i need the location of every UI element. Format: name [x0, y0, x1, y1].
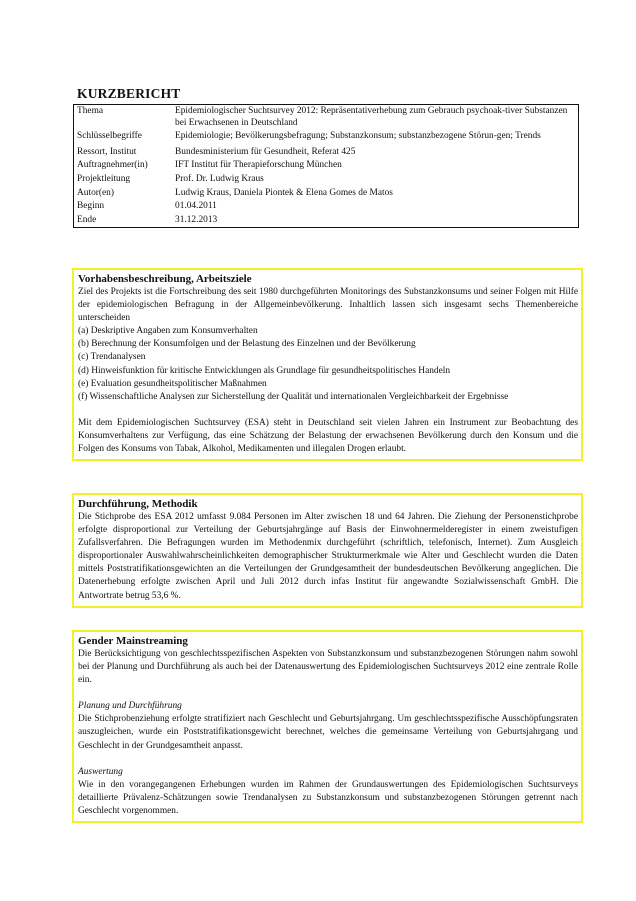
list-item: (e) Evaluation gesundheitspolitischer Maßnahmen [78, 378, 267, 389]
section-methodology [72, 493, 583, 608]
row-label: Schlüsselbegriffe [77, 131, 142, 142]
table-row [74, 105, 579, 131]
list-item: (d) Hinweisfunktion für kritische Entwicklungen als Grundlage für gesundheitspolitisches Handeln [78, 365, 451, 376]
section-body: Die Berücksichtigung von geschlechtsspezifischen Aspekten von Substanzkonsum und substanzbezogenen Störungen nahm sowohl bei der Planung und Durchführung als auch bei der Datenauswertung des Epidemiologischen Suchtsurveys 2012 eine zentrale Rolle ein. [78, 649, 578, 686]
section-body: Die Stichprobe des ESA 2012 umfasst 9.084 Personen im Alter zwischen 18 und 64 Jahren. Die Ziehung der Personenstichprobe erfolgte disproportional zur Verteilung der Geburtsjahrgänge auf Basis der Einwohnermelderegister in einem zweistufigen Zufallsverfahren. Die Befragungen wurden im Methodenmix durchgeführt (schriftlich, telefonisch, Internet). Zum Ausgleich disproportionaler Auswahlwahrscheinlichkeiten demographischer Strukturmerkmale wie Alter und Geschlecht wurden die Daten mittels Poststratifikationsgewichten an die Verteilungen der Grundgesamtheit der bundesdeutschen Bevölkerung angeglichen. Die Datenerhebung erfolgte zwischen April und Juli 2012 durch infas Institut für angewandte Sozialwissenschaft GmbH. Die Antwortrate betrug 53,6 %. [78, 512, 578, 601]
table-row [74, 214, 579, 228]
section-intro: Ziel des Projekts ist die Fortschreibung des seit 1980 durchgeführten Monitorings des Substanzkonsums und seiner Folgen mit Hilfe der epidemiologischen Befragung in der Allgemeinbevölkerung. Inhaltlich lassen sich insgesamt sechs Themenbereiche unterscheiden [78, 287, 578, 324]
section-closing: Mit dem Epidemiologischen Suchtsurvey (ESA) steht in Deutschland seit vielen Jahren ein Instrument zur Beobachtung des Konsumverhaltens zur Verfügung, das eine Schätzung der Belastung der erwachsenen Bevölkerung durch den Konsum und die Folgen des Konsums von Tabak, Alkohol, Medikamenten und illegalen Drogen erlaubt. [78, 417, 578, 455]
row-label: Autor(en) [77, 187, 114, 198]
row-value: 01.04.2011 [175, 201, 217, 212]
section-project-description [72, 268, 583, 461]
subsection-title-evaluation: Auswertung [78, 766, 123, 777]
row-value: Ludwig Kraus, Daniela Piontek & Elena Gomes de Matos [175, 187, 393, 198]
row-label: Ende [77, 214, 97, 225]
list-item: (f) Wissenschaftliche Analysen zur Sicherstellung der Qualität und internationalen Vergleichbarkeit der Ergebnisse [78, 391, 509, 402]
subsection-title-planning: Planung und Durchführung [78, 701, 182, 712]
table-row [74, 187, 579, 201]
table-row [74, 173, 579, 187]
row-label: Ressort, Institut [77, 146, 137, 157]
table-row [74, 144, 579, 160]
row-label: Thema [77, 106, 104, 116]
row-value: 31.12.2013 [175, 214, 218, 225]
table-row [74, 200, 579, 214]
section-title: Durchführung, Methodik [78, 498, 198, 510]
list-item: (c) Trendanalysen [78, 352, 146, 363]
section-title: Vorhabensbeschreibung, Arbeitsziele [78, 273, 252, 285]
subsection-body-planning: Die Stichprobenziehung erfolgte stratifiziert nach Geschlecht und Geburtsjahrgang. Um geschlechtsspezifische Ausschöpfungsraten auszugleichen, wurde ein Poststratifikationsgewicht berechnet, welches die gemeinsame Verteilung von Geburtsjahrgang und Geschlecht in der Grundgesamtheit anpasst. [78, 714, 578, 751]
subsection-body-evaluation: Wie in den vorangegangenen Erhebungen wurden im Rahmen der Grundauswertungen des Epidemiologischen Suchtsurveys detaillierte Prävalenz-Schätzungen sowie Trendanalysen zu Substanzkonsum und substanzbezogenen Störungen getrennt nach Geschlecht vorgenommen. [78, 779, 578, 816]
row-value: Bundesministerium für Gesundheit, Referat 425 [175, 146, 356, 157]
row-value: IFT Institut für Therapieforschung München [175, 160, 342, 171]
row-label: Projektleitung [77, 173, 131, 184]
section-gender-mainstreaming [72, 630, 583, 823]
table-row [74, 159, 579, 173]
row-value: Prof. Dr. Ludwig Kraus [175, 173, 264, 184]
row-value: Epidemiologischer Suchtsurvey 2012: Repräsentativerhebung zum Gebrauch psychoak-tiver Substanzen bei Erwachsenen in Deutschland [175, 106, 568, 128]
row-value: Epidemiologie; Bevölkerungsbefragung; Substanzkonsum; substanzbezogene Störun-gen; Trends [175, 131, 541, 142]
project-info-table [73, 104, 579, 228]
topic-list [78, 325, 578, 404]
list-item: (b) Berechnung der Konsumfolgen und der Belastung des Einzelnen und der Bevölkerung [78, 339, 416, 350]
list-item: (a) Deskriptive Angaben zum Konsumverhalten [78, 326, 258, 337]
section-title: Gender Mainstreaming [78, 635, 188, 647]
row-label: Beginn [77, 201, 105, 212]
row-label: Auftragnehmer(in) [77, 160, 148, 171]
table-row [74, 130, 579, 144]
page-title: KURZBERICHT [77, 86, 181, 101]
